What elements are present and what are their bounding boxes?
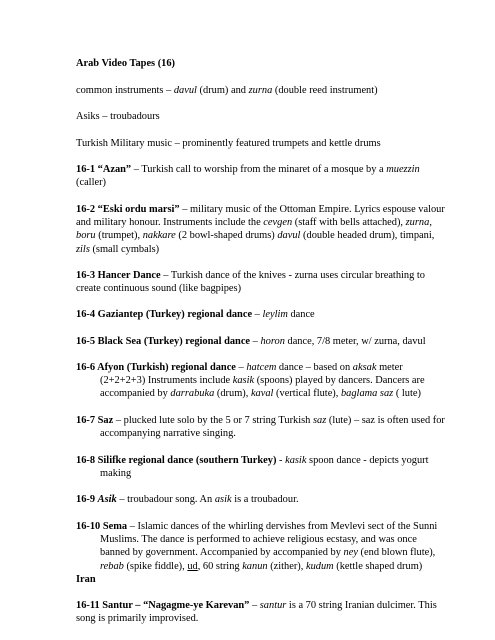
entry-16-4: 16-4 Gaziantep (Turkey) regional dance – leylim dance: [76, 309, 315, 320]
entry-16-11: 16-11 Santur – “Nagagme-ye Karevan” – santur is a 70 string Iranian dulcimer. This song is primarily improvised.: [76, 600, 437, 625]
instruments-line: common instruments – davul (drum) and zurna (double reed instrument): [76, 85, 378, 96]
entry-16-6: 16-6 Afyon (Turkish) regional dance – hatcem dance – based on aksak meter (2+2+2+3) Instruments include kasik (spoons) played by dancers. Dancers are accompanied by darrabuka (drum), kaval (vertical flute), baglama saz ( lute): [76, 362, 425, 400]
entry-16-5: 16-5 Black Sea (Turkey) regional dance – horon dance, 7/8 meter, w/ zurna, davul: [76, 336, 426, 347]
entry-16-7: 16-7 Saz – plucked lute solo by the 5 or 7 string Turkish saz (lute) – saz is often used for accompanying narrative singing.: [76, 415, 445, 440]
entry-16-10: 16-10 Sema – Islamic dances of the whirling dervishes from Mevlevi sect of the Sunni Muslims. The dance is performed to achieve religious ecstasy, and was once banned by government. Accompanied by accompanied by ney (end blown flute), rebab (spike fiddle), ud, 60 string kanun (zither), kudum (kettle shaped drum) Iran: [76, 521, 438, 585]
entry-16-1: 16-1 “Azan” – Turkish call to worship from the minaret of a mosque by a muezzin (caller): [76, 164, 420, 189]
entry-16-9: 16-9 Asik – troubadour song. An asik is a troubadour.: [76, 494, 299, 505]
entry-16-3: 16-3 Hancer Dance – Turkish dance of the knives - zurna uses circular breathing to create continuous sound (like bagpipes): [76, 270, 425, 295]
asiks-line: Asiks – troubadours: [76, 111, 160, 122]
section-heading-iran: Iran: [76, 573, 96, 585]
document-title: Arab Video Tapes (16): [76, 58, 176, 69]
entry-16-2: 16-2 “Eski ordu marsi” – military music of the Ottoman Empire. Lyrics espouse valour and military honour. Instruments include the cevgen (staff with bells attached), zurna, boru (trumpet), nakkare (2 bowl-shaped drums) davul (double headed drum), timpani, zils (small cymbals): [76, 204, 445, 255]
entry-16-8: 16-8 Silifke regional dance (southern Turkey) - kasik spoon dance - depicts yogurt making: [76, 455, 429, 480]
military-line: Turkish Military music – prominently featured trumpets and kettle drums: [76, 138, 381, 149]
